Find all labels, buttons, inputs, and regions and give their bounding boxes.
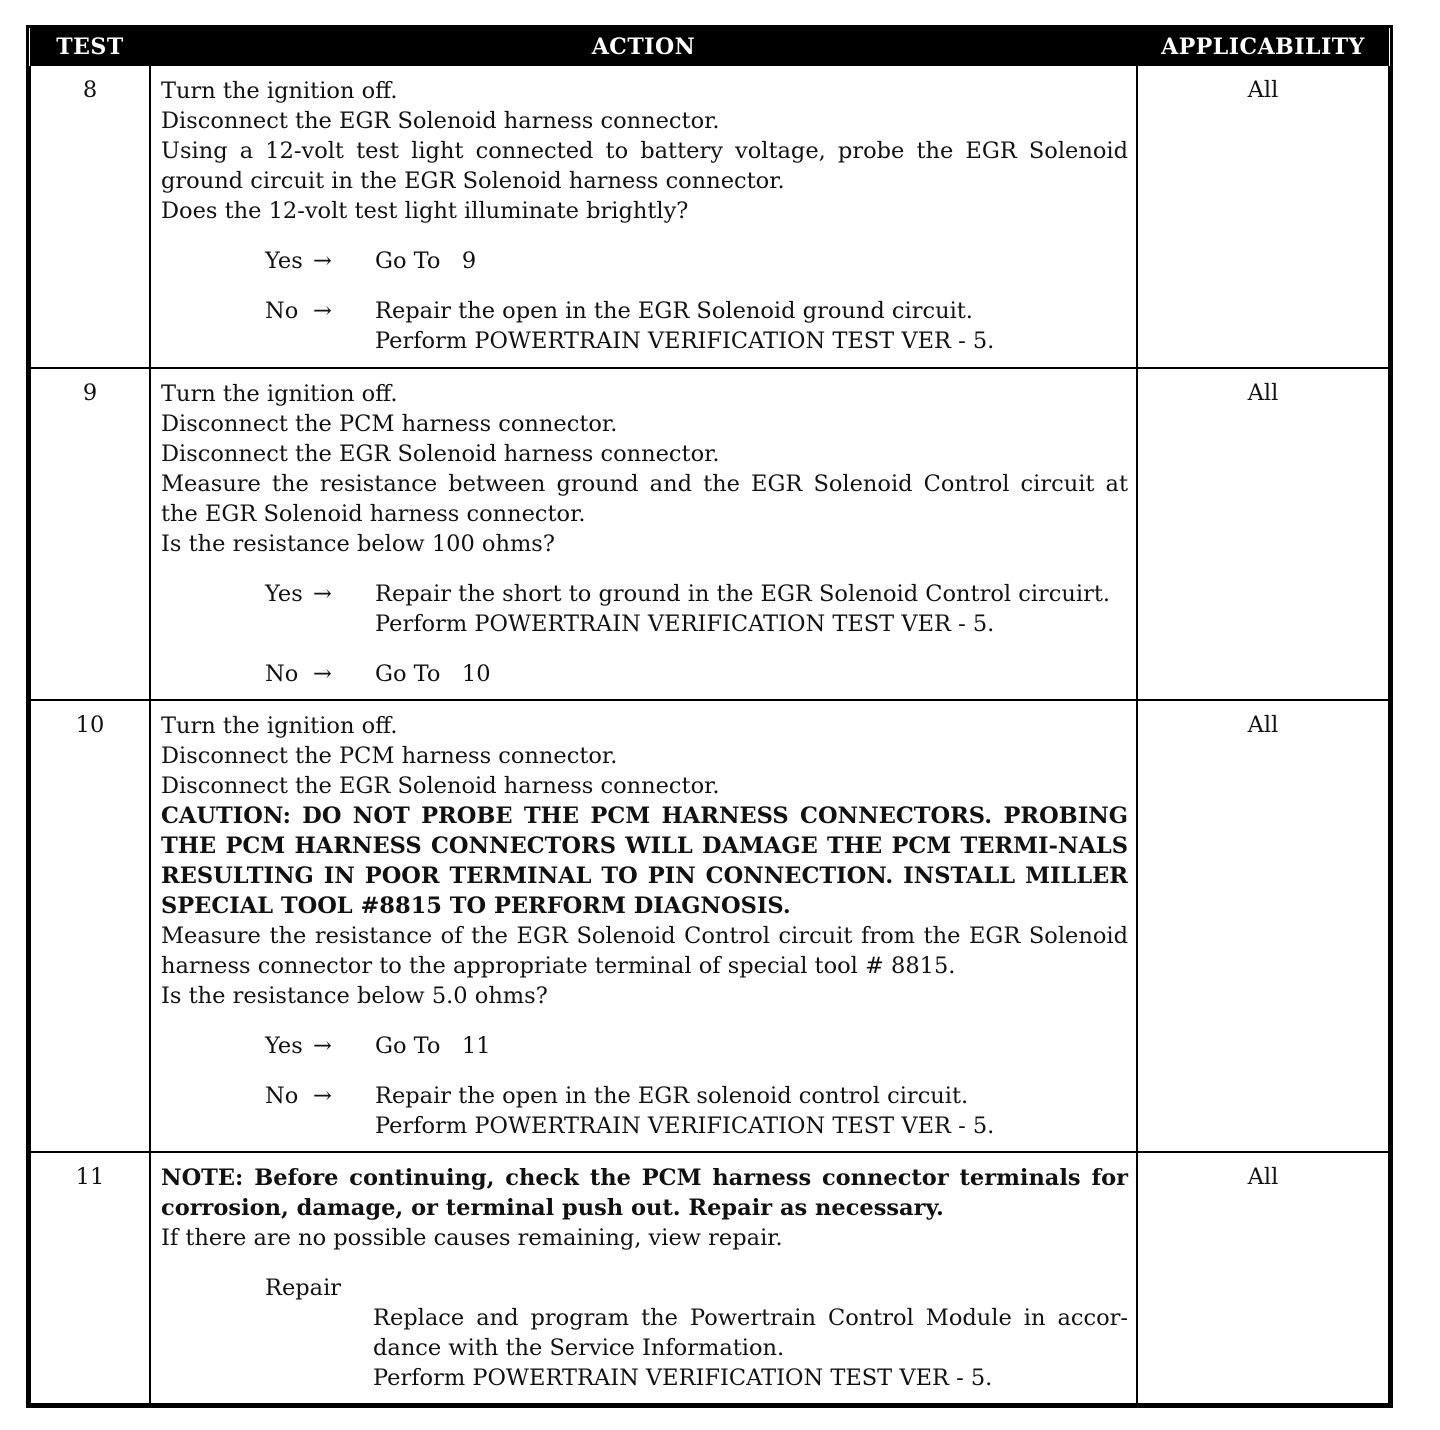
action-line: Disconnect the EGR Solenoid harness connector. — [161, 773, 720, 799]
action-line: Turn the ignition off. — [161, 381, 398, 407]
action-line: Disconnect the PCM harness connector. — [161, 743, 618, 769]
test-table — [29, 28, 1390, 1405]
yes-result: Go To 11 — [375, 1033, 491, 1059]
arrow-icon: → — [313, 1033, 332, 1059]
header-row — [30, 28, 1389, 66]
action-line: Turn the ignition off. — [161, 78, 398, 104]
test-number: 9 — [30, 368, 150, 700]
repair-text: Replace and program the Powertrain Control Module in accor-dance with the Service Information. — [373, 1305, 1128, 1361]
table-row — [30, 66, 1389, 368]
no-result — [375, 296, 1128, 356]
action-line: Is the resistance below 5.0 ohms? — [161, 983, 548, 1009]
arrow-icon: → — [313, 298, 332, 324]
yes-result — [375, 579, 1128, 639]
yes-branch — [161, 1031, 1128, 1061]
action-line: Turn the ignition off. — [161, 713, 398, 739]
no-branch — [161, 296, 1128, 356]
arrow-icon: → — [313, 581, 332, 607]
test-number: 10 — [30, 700, 150, 1152]
action-line: Using a 12-volt test light connected to battery voltage, probe the EGR Solenoid ground circuit in the EGR Solenoid harness connector. — [161, 138, 1128, 194]
no-label: No — [265, 298, 299, 324]
diagnostic-table — [26, 25, 1393, 1408]
applicability: All — [1137, 1152, 1389, 1404]
note-text: NOTE: Before continuing, check the PCM harness connector terminals for corrosion, damage, or terminal push out. Repair as necessary. — [161, 1165, 1128, 1221]
no-label: No — [265, 661, 299, 687]
no-result-line: Repair the open in the EGR Solenoid ground circuit. — [375, 298, 973, 324]
yes-branch — [161, 579, 1128, 639]
table-row — [30, 1152, 1389, 1404]
action-line: Disconnect the EGR Solenoid harness connector. — [161, 108, 720, 134]
yes-result-line: Perform POWERTRAIN VERIFICATION TEST VER - 5. — [375, 611, 995, 637]
no-branch — [161, 659, 1128, 689]
no-result-line: Perform POWERTRAIN VERIFICATION TEST VER - 5. — [375, 328, 995, 354]
action-cell — [150, 368, 1137, 700]
no-result — [375, 1081, 1128, 1141]
action-line: Is the resistance below 100 ohms? — [161, 531, 555, 557]
no-label: No — [265, 1083, 299, 1109]
table-row — [30, 368, 1389, 700]
action-line: Measure the resistance between ground and the EGR Solenoid Control circuit at the EGR Solenoid harness connector. — [161, 471, 1128, 527]
action-line: If there are no possible causes remaining, view repair. — [161, 1225, 783, 1251]
action-line: Measure the resistance of the EGR Solenoid Control circuit from the EGR Solenoid harness connector to the appropriate terminal of special tool # 8815. — [161, 923, 1128, 979]
action-line: Disconnect the PCM harness connector. — [161, 411, 618, 437]
header-applicability: APPLICABILITY — [1137, 28, 1389, 66]
test-number: 8 — [30, 66, 150, 368]
arrow-icon: → — [313, 1083, 332, 1109]
applicability: All — [1137, 66, 1389, 368]
yes-label: Yes — [265, 581, 303, 607]
repair-label: Repair — [265, 1275, 342, 1301]
yes-label: Yes — [265, 1033, 303, 1059]
no-result: Go To 10 — [375, 661, 491, 687]
test-number: 11 — [30, 1152, 150, 1404]
no-result-line: Repair the open in the EGR solenoid control circuit. — [375, 1083, 969, 1109]
action-line: Disconnect the EGR Solenoid harness connector. — [161, 441, 720, 467]
repair-text: Perform POWERTRAIN VERIFICATION TEST VER - 5. — [373, 1365, 993, 1391]
arrow-icon: → — [313, 248, 332, 274]
yes-branch — [161, 246, 1128, 276]
action-cell — [150, 700, 1137, 1152]
table-row — [30, 700, 1389, 1152]
header-test: TEST — [30, 28, 150, 66]
action-line: Does the 12-volt test light illuminate brightly? — [161, 198, 689, 224]
action-cell — [150, 66, 1137, 368]
header-action: ACTION — [150, 28, 1137, 66]
no-branch — [161, 1081, 1128, 1141]
yes-label: Yes — [265, 248, 303, 274]
caution-text: CAUTION: DO NOT PROBE THE PCM HARNESS CONNECTORS. PROBING THE PCM HARNESS CONNECTORS WILL DAMAGE THE PCM TERMI-NALS RESULTING IN POOR TERMINAL TO PIN CONNECTION. INSTALL MILLER SPECIAL TOOL #8815 TO PERFORM DIAGNOSIS. — [161, 803, 1128, 919]
yes-result-line: Repair the short to ground in the EGR Solenoid Control circuirt. — [375, 581, 1111, 607]
action-cell — [150, 1152, 1137, 1404]
applicability: All — [1137, 700, 1389, 1152]
applicability: All — [1137, 368, 1389, 700]
yes-result: Go To 9 — [375, 248, 477, 274]
arrow-icon: → — [313, 661, 332, 687]
no-result-line: Perform POWERTRAIN VERIFICATION TEST VER - 5. — [375, 1113, 995, 1139]
